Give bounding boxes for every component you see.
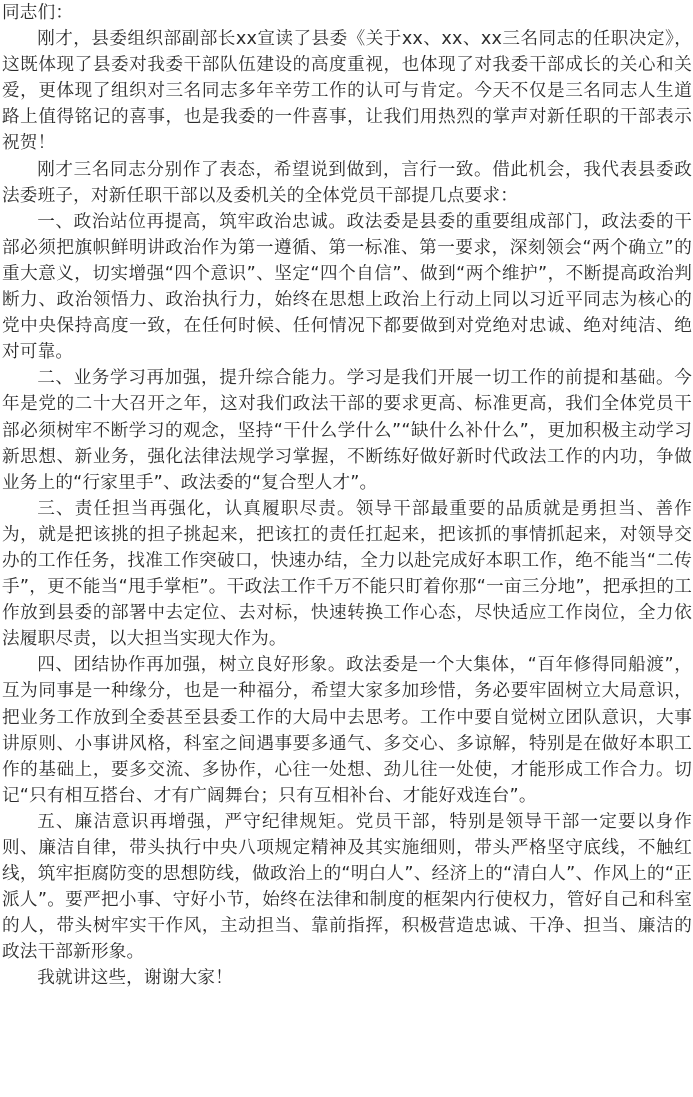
speech-document xyxy=(2,0,692,992)
paragraph-opening: 刚才，县委组织部副部长xx宣读了县委《关于xx、xx、xx三名同志的任职决定》，这既体现了县委对我委干部队伍建设的高度重视，也体现了对我委干部成长的关心和关爱，更体现了组织对三名同志多年辛劳工作的认可与肯定。今天不仅是三名同志人生道路上值得铭记的喜事，也是我委的一件喜事，让我们用热烈的掌声对新任职的干部表示祝贺！ xyxy=(2,29,692,154)
paragraph-requirements-intro: 刚才三名同志分别作了表态，希望说到做到，言行一致。借此机会，我代表县委政法委班子，对新任职干部以及委机关的全体党员干部提几点要求： xyxy=(2,159,692,206)
paragraph-closing: 我就讲这些，谢谢大家！ xyxy=(37,968,233,989)
paragraph-point-five: 五、廉洁意识再增强，严守纪律规矩。党员干部，特别是领导干部一定要以身作则、廉洁自律，带头执行中央八项规定精神及其实施细则，带头严格坚守底线，不触红线，筑牢拒腐防变的思想防线，做政治上的“明白人”、经济上的“清白人”、作风上的“正派人”。要严把小事、守好小节，始终在法律和制度的框架内行使权力，管好自己和科室的人，带头树牢实干作风，主动担当、靠前指挥，积极营造忠诚、干净、担当、廉洁的政法干部新形象。 xyxy=(2,811,692,963)
salutation: 同志们： xyxy=(2,3,74,23)
paragraph-point-three: 三、责任担当再强化，认真履职尽责。领导干部最重要的品质就是勇担当、善作为，就是把该挑的担子挑起来，把该扛的责任扛起来，把该抓的事情抓起来，对领导交办的工作任务，找准工作突破口，快速办结，全力以赴完成好本职工作，绝不能当“二传手”，更不能当“甩手掌柜”。干政法工作千万不能只盯着你那“一亩三分地”，把承担的工作放到县委的部署中去定位、去对标，快速转换工作心态，尽快适应工作岗位，全力依法履职尽责，以大担当实现大作为。 xyxy=(2,498,692,650)
paragraph-point-one: 一、政治站位再提高，筑牢政治忠诚。政法委是县委的重要组成部门，政法委的干部必须把旗帜鲜明讲政治作为第一遵循、第一标准、第一要求，深刻领会“两个确立”的重大意义，切实增强“四个意识”、坚定“四个自信”、做到“两个维护”，不断提高政治判断力、政治领悟力、政治执行力，始终在思想上政治上行动上同以习近平同志为核心的党中央保持高度一致，在任何时候、任何情况下都要做到对党绝对忠诚、绝对纯洁、绝对可靠。 xyxy=(2,211,692,363)
paragraph-point-two: 二、业务学习再加强，提升综合能力。学习是我们开展一切工作的前提和基础。今年是党的二十大召开之年，这对我们政法干部的要求更高、标准更高，我们全体党员干部必须树牢不断学习的观念，坚持“干什么学什么”“缺什么补什么”，更加积极主动学习新思想、新业务，强化法律法规学习掌握，不断练好做好新时代政法工作的内功，争做业务上的“行家里手”、政法委的“复合型人才”。 xyxy=(2,368,692,493)
paragraph-point-four: 四、团结协作再加强，树立良好形象。政法委是一个大集体，“百年修得同船渡”，互为同事是一种缘分，也是一种福分，希望大家多加珍惜，务必要牢固树立大局意识，把业务工作放到全委甚至县委工作的大局中去思考。工作中要自觉树立团队意识，大事讲原则、小事讲风格，科室之间遇事要多通气、多交心、多谅解，特别是在做好本职工作的基础上，要多交流、多协作，心往一处想、劲儿往一处使，才能形成工作合力。切记“只有相互搭台、才有广阔舞台；只有互相补台、才能好戏连台”。 xyxy=(2,655,692,806)
